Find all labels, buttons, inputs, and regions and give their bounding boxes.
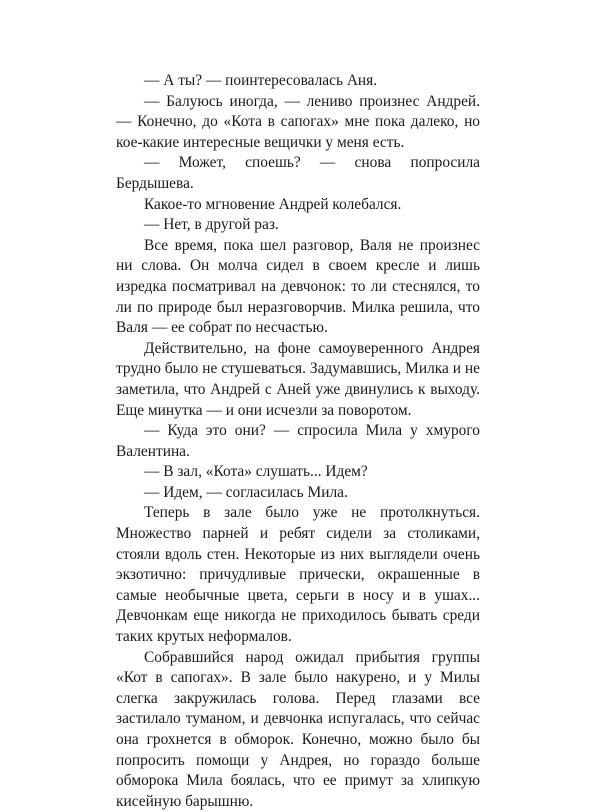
paragraph-12: Собравшийся народ ожидал прибытия группы «Кот в сапогах». В зале было накурено, и у Милы слегка закружилась голова. Перед глазами все застилало туманом, и девчонка испугалась, что сейчас она грохнется в обморок. Конечно, можно было бы попросить помощи у Андрея, но гораздо больше обморока Мила боялась, что ее примут за хлипкую кисейную барышню. (116, 648, 480, 810)
paragraph-3: — Может, споешь? — снова попросила Бердышева. (116, 154, 480, 192)
paragraph-9: — В зал, «Кота» слушать... Идем? (144, 463, 368, 481)
paragraph-8: — Куда это они? — спросила Мила у хмурого Валентина. (116, 422, 480, 460)
book-page-text (116, 71, 480, 812)
paragraph-6: Все время, пока шел разговор, Валя не произнес ни слова. Он молча сидел в своем кресле и лишь изредка посматривал на девчонок: то ли стеснялся, то ли по природе был неразговорчив. Милка решила, что Валя — ее собрат по несчастью. (116, 236, 480, 337)
paragraph-11: Теперь в зале было уже не протолкнуться. Множество парней и ребят сидели за столиками, стояли вдоль стен. Некоторые из них выглядели очень экзотично: причудливые прически, окрашенные в самые необычные цвета, серьги в носу и в ушах... Девчонкам еще никогда не приходилось бывать среди таких крутых неформалов. (116, 504, 480, 646)
paragraph-2: — Балуюсь иногда, — лениво произнес Андрей. — Конечно, до «Кота в сапогах» мне пока далеко, но кое-какие интересные вещички у меня есть. (116, 92, 480, 151)
paragraph-10: — Идем, — согласилась Мила. (144, 483, 348, 501)
paragraph-4: Какое-то мгновение Андрей колебался. (144, 195, 402, 213)
paragraph-1: — А ты? — поинтересовалась Аня. (144, 72, 378, 89)
paragraph-5: — Нет, в другой раз. (144, 216, 279, 234)
paragraph-7: Действительно, на фоне самоуверенного Андрея трудно было не стушеваться. Задумавшись, Милка и не заметила, что Андрей с Аней уже двинулись к выходу. Еще минутка — и они исчезли за поворотом. (116, 339, 480, 419)
